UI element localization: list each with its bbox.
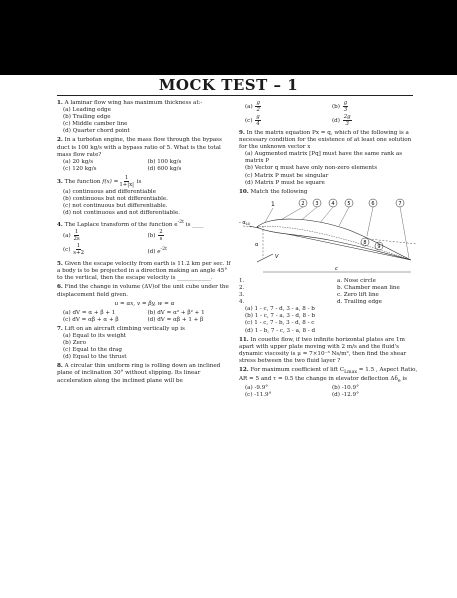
question-text: In couette flow, if two infinite horizontal plates are 1m apart with upper plate moving with 2 m/s and the fluid's dynamic viscosity is μ = 7×10⁻³ Ns/m², then find the shear stress between the two fluid layer ? [239,336,407,364]
denominator: 3 [345,121,349,127]
velocity-arrow [257,254,273,262]
option-a: (a) -9.9° [245,385,269,392]
question-tail: is ____ [184,222,204,229]
option-a: (a) 1 - c, 7 - d, 3 - a, 8 - b [245,306,315,313]
option-d: (d) Equal to the thrust [63,354,127,361]
label-6-circle [369,199,377,207]
question-number: 6. [57,284,63,291]
header-banner [0,0,457,75]
option-a: (a) 20 kg/s [63,158,94,165]
page-title: MOCK TEST – 1 [158,76,299,94]
label-5: 5 [347,200,351,207]
option-label: (a) [245,104,253,110]
fraction [158,229,163,242]
velocity-label: V [275,253,279,260]
option-a: (a) Equal to its weight [63,332,127,339]
fraction [73,243,84,256]
question-text: A circular thin uniform ring is rolling down an inclined plane of inclination 30° without slipping. Its linear acceleration along the inclined plane will be [57,363,221,384]
match-right-item: c. Zero lift line [337,292,379,299]
question-text: For maximum coefficient of lift C [250,366,345,373]
match-left-item: 1. [239,277,245,284]
question-text: In a turbofan engine, the mass flow through the bypass duct is 100 kg/s with a bypass ratio of 5. What is the total mass flow rate? [57,137,222,158]
option-label: (d) [147,249,156,256]
match-right-column [277,278,419,306]
numerator: 2g [343,114,351,120]
option-c: (c) Matrix P must be singular [245,172,329,179]
match-left-item: 3. [239,292,245,299]
question-number: 4. [57,222,63,229]
chord-label: c [335,265,338,272]
question-text-tail: is [136,178,142,185]
option-c: (c) 1 - c, 7 - b, 3 - d, 8 - c [245,320,315,327]
denominator: s+2 [73,250,84,257]
label-3: 3 [315,200,319,207]
option-d: (d) Quarter chord point [63,128,130,135]
question-text: The Laplace transform of the function e [64,222,178,229]
question-9 [239,130,419,187]
alpha-l0-sub: L0 [245,221,250,226]
numerator: g [343,100,348,106]
question-number: 5. [57,261,63,268]
label-6: 6 [371,200,375,207]
denominator: 2s [73,236,80,243]
label-2-circle [299,199,307,207]
option-b: (b) -10.9° [332,385,359,392]
question-5 [57,261,232,282]
question-2 [57,137,232,172]
label-3-circle [313,199,321,207]
option-c: (c) Middle camber line [63,121,128,128]
option-d: (d) 600 kg/s [147,165,182,172]
question-8 [57,363,232,384]
option-b: (b) dV = α² + β² + 1 [147,309,205,316]
question-number: 12. [239,366,249,373]
question-text: Match the following [250,188,308,195]
option-d [148,243,233,259]
option-label: (d) [332,118,340,124]
option-b: (b) 100 kg/s [147,158,182,165]
fraction [119,175,134,188]
question-number: 7. [57,325,63,332]
question-number: 1. [57,100,63,106]
option-c: (c) -11.9° [245,392,272,399]
option-c [245,114,332,128]
question-text: Given the escape velocity from earth is 11.2 km per sec. If a body is to be projected in a direction making an angle 45° to the vertical, then the escape velocity is ____________. [57,261,231,282]
label-2: 2 [301,200,305,207]
question-8-options [239,100,419,128]
question-text: A laminar flow wing has maximum thickness at:- [64,100,203,106]
option-label: (a) [63,233,71,240]
exponent: -2t [177,220,185,226]
airfoil-diagram [239,196,419,278]
numerator: 1 [76,243,81,250]
option-c [63,243,148,259]
label-9: 9 [377,243,381,250]
subscript: Lmax [344,370,358,376]
option-label: (c) [63,247,71,254]
question-10 [239,189,419,335]
question-6 [57,284,232,323]
question-text-3: is [400,376,408,383]
option-a [245,100,332,114]
question-1 [57,100,232,135]
question-number: 3. [57,178,63,185]
alpha-l0-text: - α [239,219,246,226]
option-c: (c) 120 kg/s [63,165,97,172]
alpha-l0-label [239,220,250,226]
question-4 [57,219,232,259]
option-d: (d) dV = αβ + 1 + β [147,316,204,323]
match-left-item: 2. [239,284,245,291]
option-a: (a) continuous and differentiable [63,188,157,195]
option-d: (d) not continuous and not differentiable. [63,210,181,217]
denominator: s [159,236,163,243]
option-b: (b) Vector q must have only non-zero elements [245,165,378,172]
alpha-label: α [255,241,259,248]
match-right-item: a. Nose circle [337,277,376,284]
function-lhs: f(x) = [102,178,119,185]
exponent: -2t [160,247,167,253]
airfoil-shape [257,219,411,260]
question-number: 9. [239,130,245,136]
numerator: g [256,100,260,106]
subscript: e [397,379,401,385]
option-value: e [157,249,161,256]
option-b: (b) Zero [63,340,86,347]
label-4-circle [329,199,337,207]
option-b [148,229,233,243]
label-8: 8 [363,239,367,246]
fraction [343,114,352,127]
numerator: 1 [74,229,79,236]
label-5-circle [345,199,353,207]
option-d: (d) -12.9° [332,392,359,399]
match-table [239,278,419,306]
displacement-equation: u = αx, v = βy, w = α [114,300,175,307]
option-a: (a) Leading edge [63,107,111,114]
option-a: (a) dV = α + β + 1 [63,309,116,316]
label-7: 7 [398,200,402,207]
option-b [332,100,419,114]
denominator: 4 [256,121,260,127]
fraction [73,229,79,242]
option-d: (d) 1 - b, 7 - c, 3 - a, 8 - d [245,327,316,334]
option-b: (b) 1 - c, 7 - a, 3 - d, 8 - b [245,313,316,320]
label-7-circle [396,199,404,207]
option-c: (c) dV = αβ + α + β [63,316,119,323]
option-b: (b) Trailing edge [63,114,111,121]
question-number: 10. [239,188,249,195]
question-text-2: = 1.5 , Aspect Ratio, AR = 5 and τ = 0.5 the change in elevator deflection Δδ [239,366,418,383]
question-text: Lift on an aircraft climbing vertically up is [64,325,185,332]
question-number: 8. [57,363,63,370]
option-label: (b) [332,104,340,110]
fraction [255,114,260,127]
question-text: In the matrix equation Px = q, which of the following is a necessary condition for the existence of at least one solution for the unknown vector x [239,130,412,151]
label-4: 4 [331,200,335,207]
fraction [343,100,348,113]
question-number: 2. [57,137,63,144]
label-1: 1 [271,200,275,208]
denominator: 2 [256,107,260,113]
option-d: (d) Matrix P must be square [245,179,325,186]
question-number: 11. [239,336,249,343]
right-column [239,100,419,402]
option-a: (a) Augmented matrix [Pq] must have the same rank as matrix P [245,151,403,165]
question-12 [239,367,419,400]
option-c: (c) not continuous but differentiable. [63,203,168,210]
numerator: 2 [159,229,163,236]
option-c: (c) Equal to the drag [63,347,122,354]
option-a [63,229,148,243]
option-b: (b) continuous but not differentiable. [63,196,168,203]
question-3 [57,175,232,217]
numerator: g [256,114,260,120]
denominator: 3 [343,107,348,113]
match-left-column [239,278,277,306]
fraction [255,100,260,113]
option-d [332,114,419,128]
option-label: (b) [147,233,156,240]
left-column [57,100,232,387]
denominator: 1+|x| [119,181,134,188]
question-7 [57,326,232,361]
match-right-item: d. Trailing edge [337,299,382,306]
question-11 [239,337,419,365]
title-divider [57,95,413,96]
numerator: 1 [124,174,129,181]
question-text: The function [64,178,101,185]
match-left-item: 4. [239,299,245,306]
match-right-item: b. Chamber mean line [337,284,400,291]
option-label: (c) [245,118,253,124]
question-text: Find the change in volume (ΔV)of the unit cube under the displacement field given. [57,284,229,298]
